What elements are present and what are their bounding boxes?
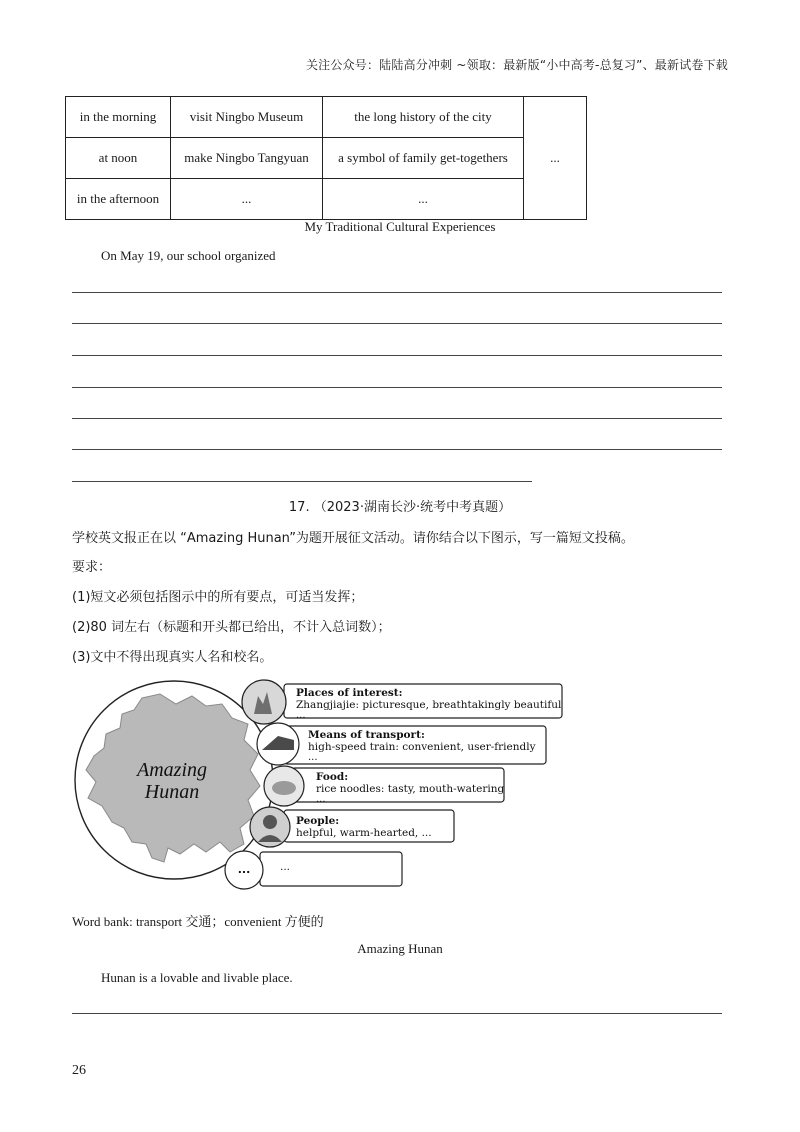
info-heading: Food: xyxy=(316,771,349,783)
noodle-bowl-icon xyxy=(272,781,296,795)
question-source: （2023·湖南长沙·统考中考真题） xyxy=(313,500,512,515)
table-cell: ... xyxy=(171,179,323,220)
table-row xyxy=(66,179,587,220)
amazing-hunan-diagram xyxy=(72,676,572,900)
map-title-line2: Hunan xyxy=(144,781,200,803)
page-number: 26 xyxy=(72,1063,86,1078)
info-heading: People: xyxy=(296,815,340,827)
info-more: ... xyxy=(296,710,306,721)
writing-line xyxy=(72,481,532,482)
essay-title: Amazing Hunan xyxy=(357,941,443,956)
table-cell: the long history of the city xyxy=(323,97,524,138)
table-cell: ... xyxy=(323,179,524,220)
person-head-icon xyxy=(263,815,277,829)
info-detail: high-speed train: convenient, user-friendly xyxy=(308,741,536,753)
info-heading: Places of interest: xyxy=(296,687,403,699)
table-cell: visit Ningbo Museum xyxy=(171,97,323,138)
requirement-item: (2)80 词左右（标题和开头都已给出，不计入总词数）； xyxy=(72,620,391,635)
table-cell: at noon xyxy=(66,138,171,179)
requirement-item: (1)短文必须包括图示中的所有要点，可适当发挥； xyxy=(72,590,364,605)
info-more: ... xyxy=(308,752,318,763)
question-number: 17. xyxy=(288,500,310,515)
table-row xyxy=(66,138,587,179)
info-more: ... xyxy=(316,794,326,805)
table-cell: in the morning xyxy=(66,97,171,138)
info-detail: helpful, warm-hearted, ... xyxy=(296,827,432,839)
requirements-label: 要求： xyxy=(72,560,112,575)
table-cell: in the afternoon xyxy=(66,179,171,220)
table-row xyxy=(66,97,587,138)
writing-line xyxy=(72,449,722,450)
table-cell: make Ningbo Tangyuan xyxy=(171,138,323,179)
blank-circle-label: ... xyxy=(237,863,251,876)
essay-title: My Traditional Cultural Experiences xyxy=(304,219,496,234)
map-title-line1: Amazing xyxy=(137,759,207,781)
question-header xyxy=(0,496,800,515)
activity-table xyxy=(65,96,587,220)
writing-line xyxy=(72,387,722,388)
requirement-item: (3)文中不得出现真实人名和校名。 xyxy=(72,650,273,665)
info-detail: Zhangjiajie: picturesque, breathtakingly beautiful xyxy=(296,699,562,711)
writing-line xyxy=(72,355,722,356)
question-prompt: 学校英文报正在以 “Amazing Hunan”为题开展征文活动。请你结合以下图示，写一篇短文投稿。 xyxy=(72,531,634,546)
info-detail: rice noodles: tasty, mouth-watering xyxy=(316,783,505,795)
writing-line xyxy=(72,1013,722,1014)
header-note: 关注公众号：陆陆高分冲刺 ~领取：最新版“小中高考-总复习”、最新试卷下载 xyxy=(305,58,728,72)
info-detail: ... xyxy=(280,861,291,873)
essay-opening: Hunan is a lovable and livable place. xyxy=(101,970,293,985)
table-cell: a symbol of family get-togethers xyxy=(323,138,524,179)
word-bank: Word bank: transport 交通；convenient 方便的 xyxy=(72,914,324,929)
table-merged-cell: ... xyxy=(524,97,587,220)
writing-line xyxy=(72,323,722,324)
info-heading: Means of transport: xyxy=(308,729,425,741)
essay-opening: On May 19, our school organized xyxy=(101,248,276,263)
writing-line xyxy=(72,418,722,419)
writing-line xyxy=(72,292,722,293)
